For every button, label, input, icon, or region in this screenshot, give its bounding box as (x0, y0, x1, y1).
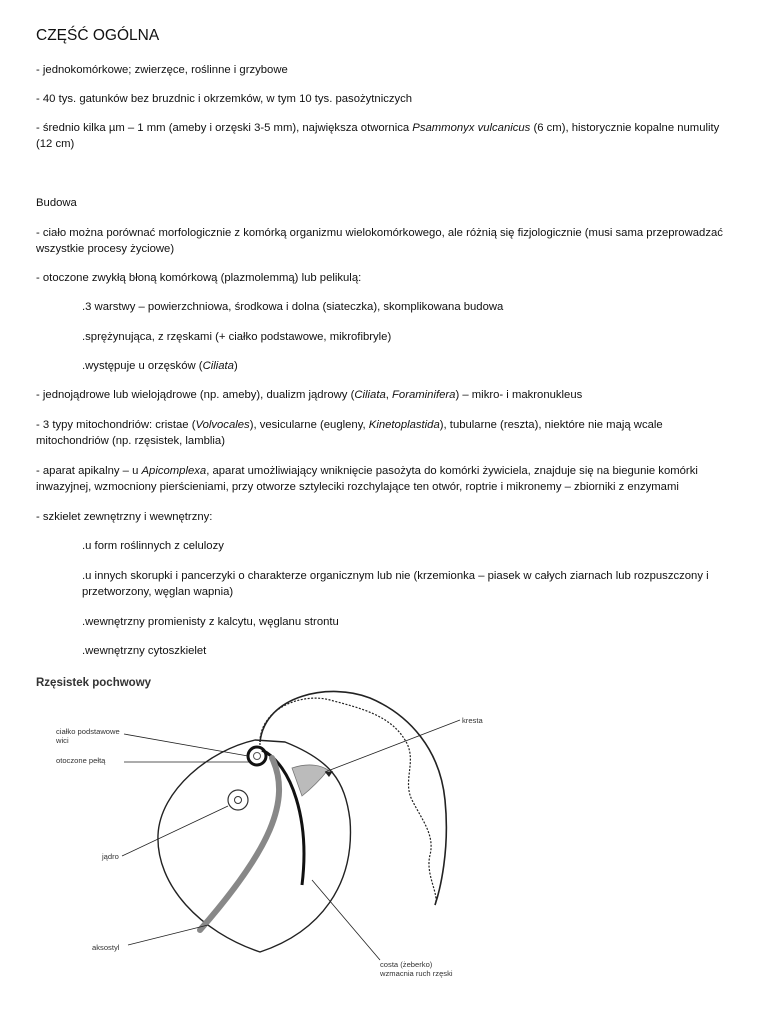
paragraph: - aparat apikalny – u Apicomplexa, aparat umożliwiający wniknięcie pasożyta do komórki żywiciela, znajduje się na biegunie komórki inwazyjnej, wzmocniony pierścieniami, przy otworze sztyleciki rozchylające ten otwór, roptrie i mikronemy – zbiorniki z enzymami (36, 465, 698, 494)
sub-point: .wewnętrzny cytoszkielet (82, 645, 207, 657)
sub-point: .3 warstwy – powierzchniowa, środkowa i dolna (siateczka), skomplikowana budowa (82, 301, 504, 313)
label-cialko-podstawowe: ciałko podstawowe (56, 727, 120, 736)
sub-point: .sprężynująca, z rzęskami (+ ciałko podstawowe, mikrofibryle) (82, 331, 392, 343)
paragraph: - średnio kilka µm – 1 mm (ameby i orzęski 3-5 mm), największa otwornica Psammonyx vulcanicus (6 cm), historycznie kopalne numulity (12 cm) (36, 122, 720, 151)
label-aksostyl: aksostyl (92, 943, 120, 952)
sub-point: .u innych skorupki i pancerzyki o charakterze organicznym lub nie (krzemionka – piasek w całych ziarnach lub rozpuszczony i przetworzony, węglan wapnia) (82, 570, 709, 599)
label-costa: costa (żeberko) (380, 960, 433, 969)
paragraph: - 3 typy mitochondriów: cristae (Volvocales), vesicularne (eugleny, Kinetoplastida), tubularne (reszta), niektóre nie mają wcale mitochondriów (np. rzęsistek, lamblia) (36, 419, 663, 448)
undulating-membrane (260, 698, 436, 905)
arrowhead (325, 771, 333, 777)
label-otoczone-pelta: otoczone pełtą (56, 756, 106, 765)
crest (292, 765, 328, 796)
trichomonas-diagram (30, 670, 490, 990)
italic-taxon: Psammonyx vulcanicus (412, 122, 531, 134)
paragraph: - jednojądrowe lub wielojądrowe (np. ameby), dualizm jądrowy (Ciliata, Foraminifera) – mikro- i makronukleus (36, 389, 583, 401)
nucleus (228, 790, 248, 810)
paragraph: - jednokomórkowe; zwierzęce, roślinne i grzybowe (36, 64, 288, 76)
paragraph: - szkielet zewnętrzny i wewnętrzny: (36, 511, 213, 523)
section-heading: Budowa (36, 197, 77, 209)
label-jadro: jądro (102, 852, 119, 861)
label-wzmacnia: wzmacnia ruch rzęski (380, 969, 453, 978)
sub-point: .wewnętrzny promienisty z kalcytu, węglanu strontu (82, 616, 339, 628)
label-wici: wici (56, 736, 69, 745)
page-title: CZĘŚĆ OGÓLNA (36, 27, 160, 44)
paragraph: - ciało można porównać morfologicznie z komórką organizmu wielokomórkowego, ale różnią się fizjologicznie (musi sama przeprowadzać wszystkie procesy życiowe) (36, 227, 723, 256)
axostyle (200, 758, 279, 930)
sub-point: .występuje u orzęsków (Ciliata) (82, 360, 238, 372)
recurrent-flagellum (260, 691, 446, 905)
sub-point: .u form roślinnych z celulozy (82, 540, 224, 552)
paragraph: - otoczone zwykłą błoną komórkową (plazmolemmą) lub pelikulą: (36, 272, 362, 284)
diagram-title: Rzęsistek pochwowy (36, 677, 152, 689)
label-kresta: kresta (462, 716, 483, 725)
paragraph: - 40 tys. gatunków bez bruzdnic i okrzemków, w tym 10 tys. pasożytniczych (36, 93, 413, 105)
